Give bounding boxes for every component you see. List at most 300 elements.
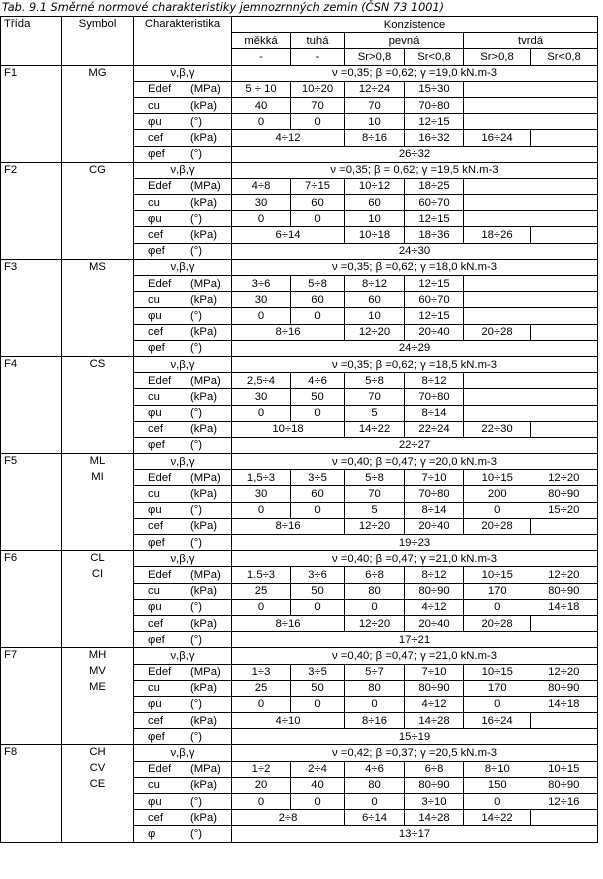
value-cell: 20÷28 bbox=[464, 324, 531, 340]
value-cell: 5 bbox=[345, 405, 405, 421]
soil-symbol: MG bbox=[88, 66, 107, 79]
cu-label bbox=[134, 195, 232, 211]
params-value: ν =0,35; β =0,62; γ =19,0 kN.m-3 bbox=[232, 65, 598, 81]
value-cell: 24÷30 bbox=[232, 243, 598, 259]
edef-label-symbol: Edef bbox=[148, 568, 172, 581]
symbol-cell bbox=[62, 356, 134, 453]
edef-label-symbol: Edef bbox=[148, 763, 172, 776]
value-cell bbox=[531, 713, 598, 729]
phief-label bbox=[134, 632, 232, 648]
value-cell bbox=[464, 405, 531, 421]
edef-label bbox=[134, 664, 232, 680]
value-cell: 15÷19 bbox=[232, 729, 598, 745]
soil-symbol: ME bbox=[89, 680, 106, 693]
phief-label-symbol: φef bbox=[148, 245, 165, 258]
value-cell: 20 bbox=[232, 777, 291, 793]
value-cell: 12÷15 bbox=[405, 276, 464, 292]
value-cell: 80÷90 bbox=[531, 583, 598, 599]
value-cell bbox=[464, 292, 531, 308]
phief-label bbox=[134, 146, 232, 162]
params-value: ν =0,40; β =0,47; γ =21,0 kN.m-3 bbox=[232, 648, 598, 664]
params-value: ν =0,40; β =0,47; γ =21,0 kN.m-3 bbox=[232, 551, 598, 567]
params-label: ν,β,γ bbox=[134, 648, 232, 664]
symbol-cell bbox=[62, 648, 134, 745]
cu-label bbox=[134, 583, 232, 599]
table-caption: Tab. 9.1 Směrné normové charakteristiky jemnozrnných zemin (ČSN 73 1001) bbox=[2, 1, 445, 14]
value-cell: 0 bbox=[464, 599, 531, 615]
edef-label-symbol: Edef bbox=[148, 180, 172, 193]
value-cell: 0 bbox=[291, 696, 345, 712]
phief-label-unit: (°) bbox=[190, 342, 203, 355]
value-cell: 1÷3 bbox=[232, 664, 291, 680]
cu-label bbox=[134, 486, 232, 502]
value-cell: 5÷8 bbox=[291, 276, 345, 292]
phief-label bbox=[134, 437, 232, 453]
cef-label-symbol: cef bbox=[148, 423, 164, 436]
value-cell: 6÷14 bbox=[232, 227, 345, 243]
value-cell: 4÷10 bbox=[232, 713, 345, 729]
value-cell: 2÷4 bbox=[291, 761, 345, 777]
value-cell: 0 bbox=[291, 211, 345, 227]
value-cell bbox=[464, 195, 531, 211]
value-cell: 14÷28 bbox=[405, 810, 464, 826]
value-cell: 8÷16 bbox=[232, 518, 345, 534]
cu-label-symbol: cu bbox=[148, 390, 160, 403]
value-cell: 25 bbox=[232, 583, 291, 599]
value-cell: 80÷90 bbox=[405, 680, 464, 696]
value-cell: 7÷15 bbox=[291, 178, 345, 194]
value-cell: 0 bbox=[291, 308, 345, 324]
cu-label-unit: (kPa) bbox=[190, 293, 217, 306]
header-konzistence: Konzistence bbox=[232, 17, 598, 33]
value-cell: 0 bbox=[232, 794, 291, 810]
edef-label-symbol: Edef bbox=[148, 277, 172, 290]
phief-label-unit: (°) bbox=[190, 730, 203, 743]
edef-label-unit: (MPa) bbox=[190, 763, 221, 776]
params-value: ν =0,40; β =0,47; γ =20,0 kN.m-3 bbox=[232, 454, 598, 470]
value-cell: 70 bbox=[345, 97, 405, 113]
value-cell: 10÷12 bbox=[345, 178, 405, 194]
value-cell bbox=[531, 373, 598, 389]
class-cell: F4 bbox=[1, 356, 62, 453]
value-cell: 60 bbox=[291, 195, 345, 211]
edef-label-symbol: Edef bbox=[148, 83, 172, 96]
table-row bbox=[1, 745, 598, 761]
cef-label-unit: (kPa) bbox=[190, 131, 217, 144]
value-cell: 60 bbox=[345, 292, 405, 308]
cef-label bbox=[134, 130, 232, 146]
phief-label-symbol: φef bbox=[148, 536, 165, 549]
value-cell: 20÷40 bbox=[405, 518, 464, 534]
phief-label bbox=[134, 340, 232, 356]
value-cell: 1÷2 bbox=[232, 761, 291, 777]
soil-symbol: CS bbox=[89, 357, 106, 370]
value-cell: 22÷24 bbox=[405, 421, 464, 437]
edef-label bbox=[134, 373, 232, 389]
soil-symbol: CE bbox=[89, 777, 106, 790]
phiu-label bbox=[134, 502, 232, 518]
value-cell: 8÷16 bbox=[232, 615, 345, 631]
value-cell: 10÷15 bbox=[464, 664, 531, 680]
value-cell: 8÷16 bbox=[232, 324, 345, 340]
cef-label-unit: (kPa) bbox=[190, 520, 217, 533]
value-cell: 30 bbox=[232, 486, 291, 502]
value-cell: 12÷20 bbox=[345, 324, 405, 340]
value-cell: 16÷24 bbox=[464, 713, 531, 729]
cef-label-symbol: cef bbox=[148, 229, 164, 242]
value-cell: 5 bbox=[345, 502, 405, 518]
phief-label-symbol: φef bbox=[148, 148, 165, 161]
value-cell: 3÷6 bbox=[291, 567, 345, 583]
soil-symbol: ML bbox=[89, 455, 106, 468]
value-cell: 7÷10 bbox=[405, 470, 464, 486]
value-cell: 3÷10 bbox=[405, 794, 464, 810]
phiu-label-symbol: φu bbox=[148, 698, 162, 711]
value-cell: 12÷15 bbox=[405, 211, 464, 227]
value-cell bbox=[531, 405, 598, 421]
phiu-label bbox=[134, 114, 232, 130]
cef-label-symbol: cef bbox=[148, 131, 164, 144]
params-label: ν,β,γ bbox=[134, 454, 232, 470]
value-cell: 80÷90 bbox=[531, 680, 598, 696]
value-cell bbox=[464, 389, 531, 405]
value-cell bbox=[531, 114, 598, 130]
phiu-label-symbol: φu bbox=[148, 407, 162, 420]
cef-label-unit: (kPa) bbox=[190, 326, 217, 339]
value-cell: 80÷90 bbox=[405, 583, 464, 599]
value-cell: 60÷70 bbox=[405, 292, 464, 308]
value-cell: 0 bbox=[232, 211, 291, 227]
phiu-label bbox=[134, 794, 232, 810]
symbol-cell bbox=[62, 745, 134, 842]
cu-label-symbol: cu bbox=[148, 585, 160, 598]
params-label: ν,β,γ bbox=[134, 745, 232, 761]
value-cell: 60 bbox=[291, 292, 345, 308]
cu-label-symbol: cu bbox=[148, 99, 160, 112]
edef-label bbox=[134, 178, 232, 194]
cef-label-unit: (kPa) bbox=[190, 423, 217, 436]
cu-label-unit: (kPa) bbox=[190, 488, 217, 501]
phiu-label-symbol: φu bbox=[148, 795, 162, 808]
params-label: ν,β,γ bbox=[134, 65, 232, 81]
value-cell: 50 bbox=[291, 583, 345, 599]
value-cell: 30 bbox=[232, 389, 291, 405]
value-cell bbox=[531, 178, 598, 194]
value-cell bbox=[464, 81, 531, 97]
value-cell bbox=[531, 421, 598, 437]
edef-label-unit: (MPa) bbox=[190, 666, 221, 679]
value-cell: 80 bbox=[345, 680, 405, 696]
value-cell: 12÷20 bbox=[531, 470, 598, 486]
value-cell: 4÷12 bbox=[405, 696, 464, 712]
value-cell: 80÷90 bbox=[405, 777, 464, 793]
value-cell: 6÷14 bbox=[345, 810, 405, 826]
header-trida: Třída bbox=[1, 17, 62, 66]
phiu-label-unit: (°) bbox=[190, 212, 203, 225]
cef-label-symbol: cef bbox=[148, 811, 164, 824]
value-cell: 4÷12 bbox=[232, 130, 345, 146]
value-cell: 0 bbox=[291, 502, 345, 518]
value-cell: 20÷40 bbox=[405, 324, 464, 340]
phief-label-symbol: φef bbox=[148, 342, 165, 355]
params-label: ν,β,γ bbox=[134, 551, 232, 567]
cef-label-symbol: cef bbox=[148, 714, 164, 727]
params-label: ν,β,γ bbox=[134, 259, 232, 275]
symbol-cell bbox=[62, 65, 134, 162]
cu-label-unit: (kPa) bbox=[190, 779, 217, 792]
value-cell: 3÷5 bbox=[291, 470, 345, 486]
value-cell: 5÷7 bbox=[345, 664, 405, 680]
value-cell bbox=[531, 308, 598, 324]
phiu-label-unit: (°) bbox=[190, 601, 203, 614]
value-cell bbox=[464, 114, 531, 130]
value-cell: 8÷12 bbox=[405, 567, 464, 583]
class-cell: F7 bbox=[1, 648, 62, 745]
table-row bbox=[1, 454, 598, 470]
value-cell: 0 bbox=[232, 599, 291, 615]
edef-label bbox=[134, 761, 232, 777]
value-cell bbox=[531, 292, 598, 308]
value-cell: 4÷6 bbox=[291, 373, 345, 389]
value-cell: 8÷12 bbox=[405, 373, 464, 389]
cu-label-symbol: cu bbox=[148, 779, 160, 792]
value-cell: 13÷17 bbox=[232, 826, 598, 842]
value-cell: 30 bbox=[232, 195, 291, 211]
cef-label-symbol: cef bbox=[148, 617, 164, 630]
value-cell: 70÷80 bbox=[405, 97, 464, 113]
header-level: pevná bbox=[345, 33, 464, 49]
value-cell: 60 bbox=[291, 486, 345, 502]
soil-symbol: MV bbox=[89, 664, 106, 677]
value-cell: 4÷12 bbox=[405, 599, 464, 615]
value-cell: 3÷6 bbox=[232, 276, 291, 292]
header-level: tvrdá bbox=[464, 33, 598, 49]
phief-label bbox=[134, 243, 232, 259]
phief-label-symbol: φef bbox=[148, 633, 165, 646]
soil-symbol: MS bbox=[89, 260, 106, 273]
cu-label bbox=[134, 389, 232, 405]
params-value: ν =0,42; β =0,37; γ =20,5 kN.m-3 bbox=[232, 745, 598, 761]
cu-label-unit: (kPa) bbox=[190, 682, 217, 695]
value-cell: 16÷32 bbox=[405, 130, 464, 146]
value-cell: 12÷20 bbox=[531, 664, 598, 680]
value-cell: 22÷30 bbox=[464, 421, 531, 437]
soil-symbol: CG bbox=[89, 163, 106, 176]
value-cell: 3÷5 bbox=[291, 664, 345, 680]
value-cell bbox=[464, 308, 531, 324]
value-cell: 10÷20 bbox=[291, 81, 345, 97]
table-row bbox=[1, 551, 598, 567]
header-sub: Sr>0,8 bbox=[464, 49, 531, 65]
phief-label-unit: (°) bbox=[190, 827, 203, 840]
value-cell: 10÷15 bbox=[464, 567, 531, 583]
table-row bbox=[1, 259, 598, 275]
value-cell: 19÷23 bbox=[232, 535, 598, 551]
class-cell: F8 bbox=[1, 745, 62, 842]
edef-label-unit: (MPa) bbox=[190, 83, 221, 96]
phief-label-unit: (°) bbox=[190, 536, 203, 549]
value-cell bbox=[531, 276, 598, 292]
value-cell: 18÷26 bbox=[464, 227, 531, 243]
cef-label bbox=[134, 713, 232, 729]
value-cell: 18÷25 bbox=[405, 178, 464, 194]
cef-label bbox=[134, 324, 232, 340]
value-cell: 8÷16 bbox=[345, 713, 405, 729]
phiu-label-symbol: φu bbox=[148, 504, 162, 517]
value-cell bbox=[531, 97, 598, 113]
value-cell: 2,5÷4 bbox=[232, 373, 291, 389]
params-value: ν =0,35; β =0,62; γ =18,0 kN.m-3 bbox=[232, 259, 598, 275]
phiu-label bbox=[134, 696, 232, 712]
header-charakteristika: Charakteristika bbox=[134, 17, 232, 66]
value-cell: 16÷24 bbox=[464, 130, 531, 146]
phiu-label bbox=[134, 308, 232, 324]
class-cell: F1 bbox=[1, 65, 62, 162]
value-cell bbox=[464, 276, 531, 292]
soil-symbol: CL bbox=[90, 552, 105, 565]
value-cell: 2÷8 bbox=[232, 810, 345, 826]
table-row bbox=[1, 356, 598, 372]
value-cell: 10 bbox=[345, 114, 405, 130]
value-cell: 0 bbox=[232, 308, 291, 324]
value-cell: 70÷80 bbox=[405, 486, 464, 502]
edef-label-unit: (MPa) bbox=[190, 568, 221, 581]
value-cell: 0 bbox=[345, 794, 405, 810]
value-cell: 0 bbox=[291, 794, 345, 810]
phief-label-symbol: φef bbox=[148, 730, 165, 743]
phiu-label-unit: (°) bbox=[190, 795, 203, 808]
value-cell: 80÷90 bbox=[531, 486, 598, 502]
edef-label-symbol: Edef bbox=[148, 471, 172, 484]
value-cell: 10÷18 bbox=[345, 227, 405, 243]
phief-label-unit: (°) bbox=[190, 633, 203, 646]
value-cell: 12÷15 bbox=[405, 308, 464, 324]
cu-label-symbol: cu bbox=[148, 488, 160, 501]
cu-label-symbol: cu bbox=[148, 682, 160, 695]
value-cell: 8÷14 bbox=[405, 405, 464, 421]
table-row bbox=[1, 162, 598, 178]
phief-label bbox=[134, 535, 232, 551]
value-cell: 5÷8 bbox=[345, 470, 405, 486]
cef-label-unit: (kPa) bbox=[190, 714, 217, 727]
symbol-cell bbox=[62, 454, 134, 551]
value-cell: 40 bbox=[291, 777, 345, 793]
value-cell: 70÷80 bbox=[405, 389, 464, 405]
cef-label bbox=[134, 421, 232, 437]
cef-label bbox=[134, 227, 232, 243]
value-cell: 8÷10 bbox=[464, 761, 531, 777]
value-cell: 8÷12 bbox=[345, 276, 405, 292]
soil-symbol: CV bbox=[89, 762, 106, 775]
value-cell bbox=[531, 615, 598, 631]
value-cell bbox=[464, 211, 531, 227]
value-cell: 14÷22 bbox=[345, 421, 405, 437]
value-cell: 10 bbox=[345, 308, 405, 324]
value-cell: 26÷32 bbox=[232, 146, 598, 162]
value-cell: 50 bbox=[291, 389, 345, 405]
value-cell: 15÷30 bbox=[405, 81, 464, 97]
value-cell: 150 bbox=[464, 777, 531, 793]
value-cell: 22÷27 bbox=[232, 437, 598, 453]
cef-label-symbol: cef bbox=[148, 326, 164, 339]
cef-label bbox=[134, 518, 232, 534]
value-cell: 0 bbox=[232, 502, 291, 518]
value-cell: 30 bbox=[232, 292, 291, 308]
value-cell: 170 bbox=[464, 583, 531, 599]
soil-symbol: CI bbox=[91, 567, 104, 580]
value-cell bbox=[531, 211, 598, 227]
phiu-label-unit: (°) bbox=[190, 115, 203, 128]
value-cell: 12÷16 bbox=[531, 794, 598, 810]
value-cell: 40 bbox=[232, 97, 291, 113]
value-cell bbox=[531, 324, 598, 340]
phiu-label-symbol: φu bbox=[148, 115, 162, 128]
params-value: ν =0,35; β =0,62; γ =18,5 kN.m-3 bbox=[232, 356, 598, 372]
soil-symbol: MI bbox=[91, 470, 104, 483]
edef-label-symbol: Edef bbox=[148, 666, 172, 679]
phiu-label-unit: (°) bbox=[190, 407, 203, 420]
value-cell bbox=[464, 178, 531, 194]
value-cell: 6÷8 bbox=[345, 567, 405, 583]
symbol-cell bbox=[62, 162, 134, 259]
value-cell bbox=[531, 81, 598, 97]
phief-label-unit: (°) bbox=[190, 439, 203, 452]
phiu-label-symbol: φu bbox=[148, 309, 162, 322]
value-cell: 0 bbox=[232, 405, 291, 421]
value-cell: 12÷20 bbox=[531, 567, 598, 583]
cu-label bbox=[134, 292, 232, 308]
symbol-cell bbox=[62, 551, 134, 648]
header-sub: Sr<0,8 bbox=[531, 49, 598, 65]
value-cell: 12÷20 bbox=[345, 615, 405, 631]
cef-label-unit: (kPa) bbox=[190, 229, 217, 242]
value-cell: 6÷8 bbox=[405, 761, 464, 777]
value-cell: 20÷28 bbox=[464, 615, 531, 631]
cu-label-unit: (kPa) bbox=[190, 99, 217, 112]
value-cell: 12÷15 bbox=[405, 114, 464, 130]
phiu-label-symbol: φu bbox=[148, 212, 162, 225]
value-cell: 24÷29 bbox=[232, 340, 598, 356]
value-cell: 80÷90 bbox=[531, 777, 598, 793]
cef-label-unit: (kPa) bbox=[190, 617, 217, 630]
edef-label bbox=[134, 567, 232, 583]
value-cell: 4÷6 bbox=[345, 761, 405, 777]
value-cell: 0 bbox=[464, 696, 531, 712]
cef-label bbox=[134, 810, 232, 826]
value-cell: 0 bbox=[464, 794, 531, 810]
value-cell: 70 bbox=[345, 486, 405, 502]
cu-label-unit: (kPa) bbox=[190, 390, 217, 403]
value-cell: 0 bbox=[291, 599, 345, 615]
value-cell: 15÷20 bbox=[531, 502, 598, 518]
phiu-label-symbol: φu bbox=[148, 601, 162, 614]
edef-label-unit: (MPa) bbox=[190, 471, 221, 484]
value-cell bbox=[531, 227, 598, 243]
value-cell: 8÷14 bbox=[405, 502, 464, 518]
value-cell: 10 bbox=[345, 211, 405, 227]
value-cell: 70 bbox=[345, 389, 405, 405]
phief-label-symbol: φef bbox=[148, 439, 165, 452]
header-sub: - bbox=[232, 49, 291, 65]
value-cell bbox=[464, 97, 531, 113]
phief-label-symbol: φ bbox=[148, 827, 156, 840]
value-cell: 14÷28 bbox=[405, 713, 464, 729]
table-body bbox=[1, 65, 598, 842]
cu-label bbox=[134, 680, 232, 696]
phiu-label-unit: (°) bbox=[190, 309, 203, 322]
value-cell: 14÷22 bbox=[464, 810, 531, 826]
cu-label-unit: (kPa) bbox=[190, 196, 217, 209]
